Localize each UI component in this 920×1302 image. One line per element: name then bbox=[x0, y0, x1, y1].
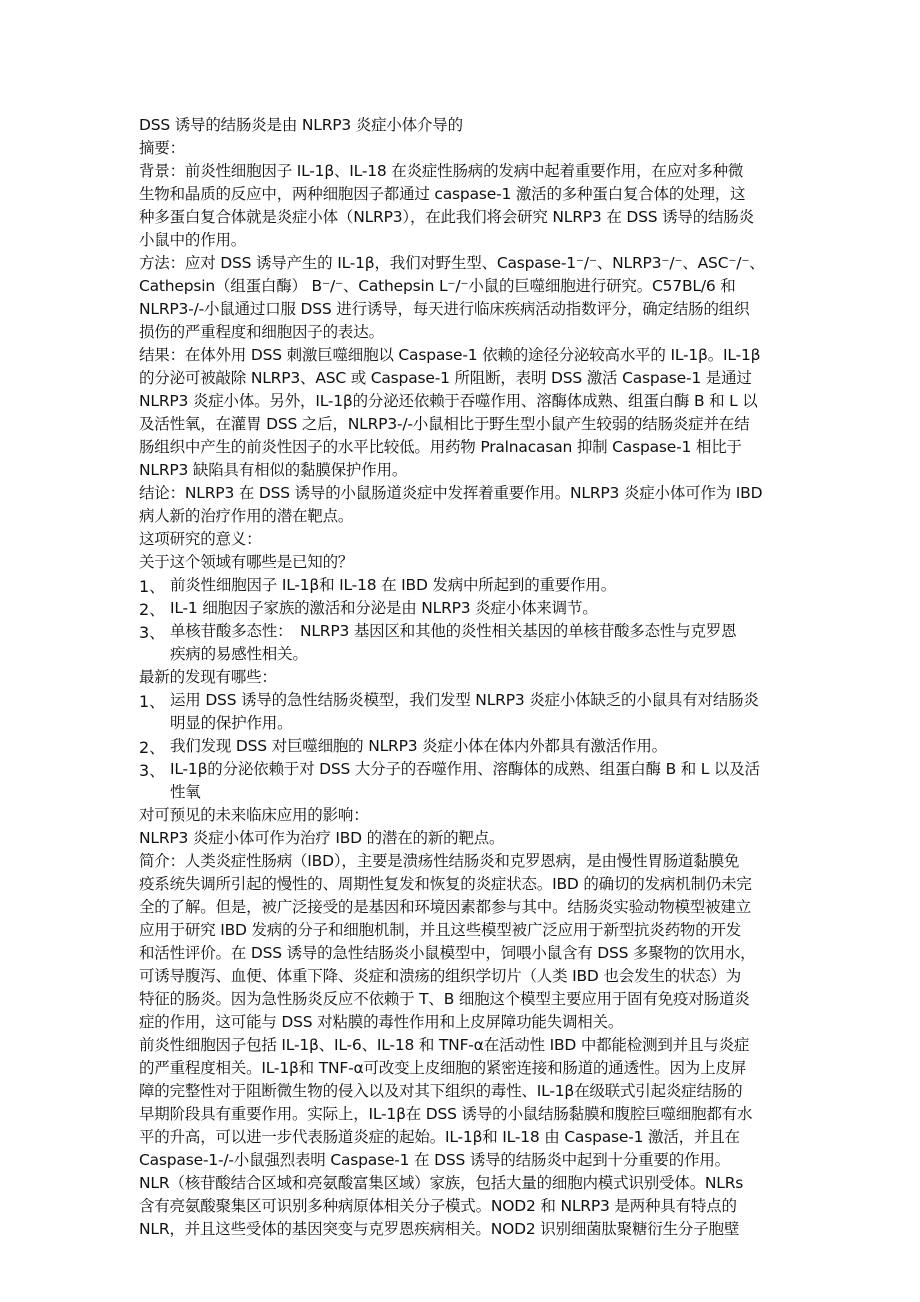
text-line: 疾病的易感性相关。 bbox=[170, 645, 308, 663]
document-body bbox=[139, 114, 799, 1241]
text-line: Cathepsin（组蛋白酶） B⁻/⁻、Cathepsin L⁻/⁻小鼠的巨噬细胞进行研究。C57BL/6 和 bbox=[139, 277, 736, 295]
text-line: Caspase-1-/-小鼠强烈表明 Caspase-1 在 DSS 诱导的结肠炎中起到十分重要的作用。 bbox=[139, 1151, 730, 1169]
list-number: 2、 bbox=[139, 738, 166, 757]
text-line: 最新的发现有哪些： bbox=[139, 668, 277, 686]
list-number: 2、 bbox=[139, 600, 166, 619]
text-line: 肠组织中产生的前炎性因子的水平比较低。用药物 Pralnacasan 抑制 Caspase-1 相比于 bbox=[139, 438, 742, 456]
text-line: 特征的肠炎。因为急性肠炎反应不依赖于 T、B 细胞这个模型主要应用于固有免疫对肠道炎 bbox=[139, 990, 750, 1008]
text-line: 关于这个领域有哪些是已知的？ bbox=[139, 553, 354, 571]
paragraph bbox=[139, 1172, 799, 1241]
text-line: 运用 DSS 诱导的急性结肠炎模型，我们发型 NLRP3 炎症小体缺乏的小鼠具有对结肠炎 bbox=[170, 691, 759, 709]
paragraph bbox=[139, 137, 799, 160]
text-line: NLRP3 缺陷具有相似的黏膜保护作用。 bbox=[139, 461, 408, 479]
text-line: 及活性氧，在灌胃 DSS 之后，NLRP3-/-小鼠相比于野生型小鼠产生较弱的结肠炎症并在结 bbox=[139, 415, 750, 433]
paragraph bbox=[139, 252, 799, 344]
paragraph bbox=[139, 804, 799, 827]
list-number: 3、 bbox=[139, 761, 166, 780]
text-line: 摘要： bbox=[139, 139, 185, 157]
text-line: 单核苷酸多态性： NLRP3 基因区和其他的炎性相关基因的单核苷酸多态性与克罗恩 bbox=[170, 622, 737, 640]
text-line: 我们发现 DSS 对巨噬细胞的 NLRP3 炎症小体在体内外都具有激活作用。 bbox=[170, 737, 667, 755]
list-item bbox=[139, 597, 799, 620]
list-item bbox=[139, 574, 799, 597]
text-line: 的分泌可被敲除 NLRP3、ASC 或 Caspase-1 所阻断，表明 DSS 激活 Caspase-1 是通过 bbox=[139, 369, 752, 387]
paragraph bbox=[139, 528, 799, 551]
text-line: 结果：在体外用 DSS 刺激巨噬细胞以 Caspase-1 依赖的途径分泌较高水平的 IL-1β。IL-1β bbox=[139, 346, 761, 364]
text-line: 背景：前炎性细胞因子 IL-1β、IL-18 在炎症性肠病的发病中起着重要作用，在应对多种微 bbox=[139, 162, 744, 180]
paragraph bbox=[139, 551, 799, 574]
list-number: 1、 bbox=[139, 577, 166, 596]
text-line: IL-1β的分泌依赖于对 DSS 大分子的吞噬作用、溶酶体的成熟、组蛋白酶 B 和 L 以及活 bbox=[170, 760, 760, 778]
text-line: 简介：人类炎症性肠病（IBD），主要是溃疡性结肠炎和克罗恩病，是由慢性胃肠道黏膜免 bbox=[139, 852, 740, 870]
text-line: NLRP3 炎症小体可作为治疗 IBD 的潜在的新的靶点。 bbox=[139, 829, 505, 847]
text-line: 前炎性细胞因子包括 IL-1β、IL-6、IL-18 和 TNF-α在活动性 IBD 中都能检测到并且与炎症 bbox=[139, 1036, 750, 1054]
paragraph bbox=[139, 850, 799, 1034]
text-line: 平的升高，可以进一步代表肠道炎症的起始。IL-1β和 IL-18 由 Caspase-1 激活，并且在 bbox=[139, 1128, 740, 1146]
text-line: 早期阶段具有重要作用。实际上，IL-1β在 DSS 诱导的小鼠结肠黏膜和腹腔巨噬细胞都有水 bbox=[139, 1105, 753, 1123]
list-item bbox=[139, 689, 799, 735]
paragraph bbox=[139, 827, 799, 850]
text-line: 病人新的治疗作用的潜在靶点。 bbox=[139, 507, 354, 525]
paragraph bbox=[139, 1034, 799, 1172]
text-line: 前炎性细胞因子 IL-1β和 IL-18 在 IBD 发病中所起到的重要作用。 bbox=[170, 576, 617, 594]
text-line: NLR（核苷酸结合区域和亮氨酸富集区域）家族，包括大量的细胞内模式识别受体。NLRs bbox=[139, 1174, 744, 1192]
text-line: 小鼠中的作用。 bbox=[139, 231, 247, 249]
text-line: 明显的保护作用。 bbox=[170, 714, 293, 732]
text-line: 和活性评价。在 DSS 诱导的急性结肠炎小鼠模型中，饲喂小鼠含有 DSS 多聚物的饮用水， bbox=[139, 944, 756, 962]
list-item bbox=[139, 620, 799, 666]
text-line: 种多蛋白复合体就是炎症小体（NLRP3），在此我们将会研究 NLRP3 在 DSS 诱导的结肠炎 bbox=[139, 208, 754, 226]
paragraph bbox=[139, 344, 799, 482]
text-line: 应用于研究 IBD 发病的分子和细胞机制，并且这些模型被广泛应用于新型抗炎药物的开发 bbox=[139, 921, 742, 939]
text-line: 疫系统失调所引起的慢性的、周期性复发和恢复的炎症状态。IBD 的确切的发病机制仍未完 bbox=[139, 875, 752, 893]
list-number: 3、 bbox=[139, 623, 166, 642]
text-line: 结论：NLRP3 在 DSS 诱导的小鼠肠道炎症中发挥着重要作用。NLRP3 炎症小体可作为 IBD bbox=[139, 484, 763, 502]
text-line: 损伤的严重程度和细胞因子的表达。 bbox=[139, 323, 384, 341]
text-line: NLRP3 炎症小体。另外，IL-1β的分泌还依赖于吞噬作用、溶酶体成熟、组蛋白酶 B 和 L 以 bbox=[139, 392, 758, 410]
text-line: NLR，并且这些受体的基因突变与克罗恩疾病相关。NOD2 识别细菌肽聚糖衍生分子胞壁 bbox=[139, 1220, 740, 1238]
text-line: 对可预见的未来临床应用的影响： bbox=[139, 806, 369, 824]
paragraph bbox=[139, 160, 799, 252]
paragraph bbox=[139, 666, 799, 689]
text-line: 这项研究的意义： bbox=[139, 530, 262, 548]
text-line: 性氧 bbox=[170, 783, 201, 801]
text-line: DSS 诱导的结肠炎是由 NLRP3 炎症小体介导的 bbox=[139, 116, 463, 134]
paragraph bbox=[139, 482, 799, 528]
list-item bbox=[139, 735, 799, 758]
text-line: 生物和晶质的反应中，两种细胞因子都通过 caspase-1 激活的多种蛋白复合体的处理，这 bbox=[139, 185, 746, 203]
text-line: 可诱导腹泻、血便、体重下降、炎症和溃疡的组织学切片（人类 IBD 也会发生的状态）为 bbox=[139, 967, 742, 985]
text-line: IL-1 细胞因子家族的激活和分泌是由 NLRP3 炎症小体来调节。 bbox=[170, 599, 598, 617]
text-line: NLRP3-/-小鼠通过口服 DSS 进行诱导，每天进行临床疾病活动指数评分，确定结肠的组织 bbox=[139, 300, 750, 318]
list-number: 1、 bbox=[139, 692, 166, 711]
text-line: 障的完整性对于阻断微生物的侵入以及对其下组织的毒性、IL-1β在级联式引起炎症结肠的 bbox=[139, 1082, 743, 1100]
text-line: 方法：应对 DSS 诱导产生的 IL-1β，我们对野生型、Caspase-1⁻/⁻、NLRP3⁻/⁻、ASC⁻/⁻、 bbox=[139, 254, 765, 272]
text-line: 全的了解。但是，被广泛接受的是基因和环境因素都参与其中。结肠炎实验动物模型被建立 bbox=[139, 898, 752, 916]
text-line: 含有亮氨酸聚集区可识别多种病原体相关分子模式。NOD2 和 NLRP3 是两种具有特点的 bbox=[139, 1197, 737, 1215]
text-line: 症的作用，这可能与 DSS 对粘膜的毒性作用和上皮屏障功能失调相关。 bbox=[139, 1013, 624, 1031]
paragraph bbox=[139, 114, 799, 137]
list-item bbox=[139, 758, 799, 804]
text-line: 的严重程度相关。IL-1β和 TNF-α可改变上皮细胞的紧密连接和肠道的通透性。因为上皮屏 bbox=[139, 1059, 746, 1077]
